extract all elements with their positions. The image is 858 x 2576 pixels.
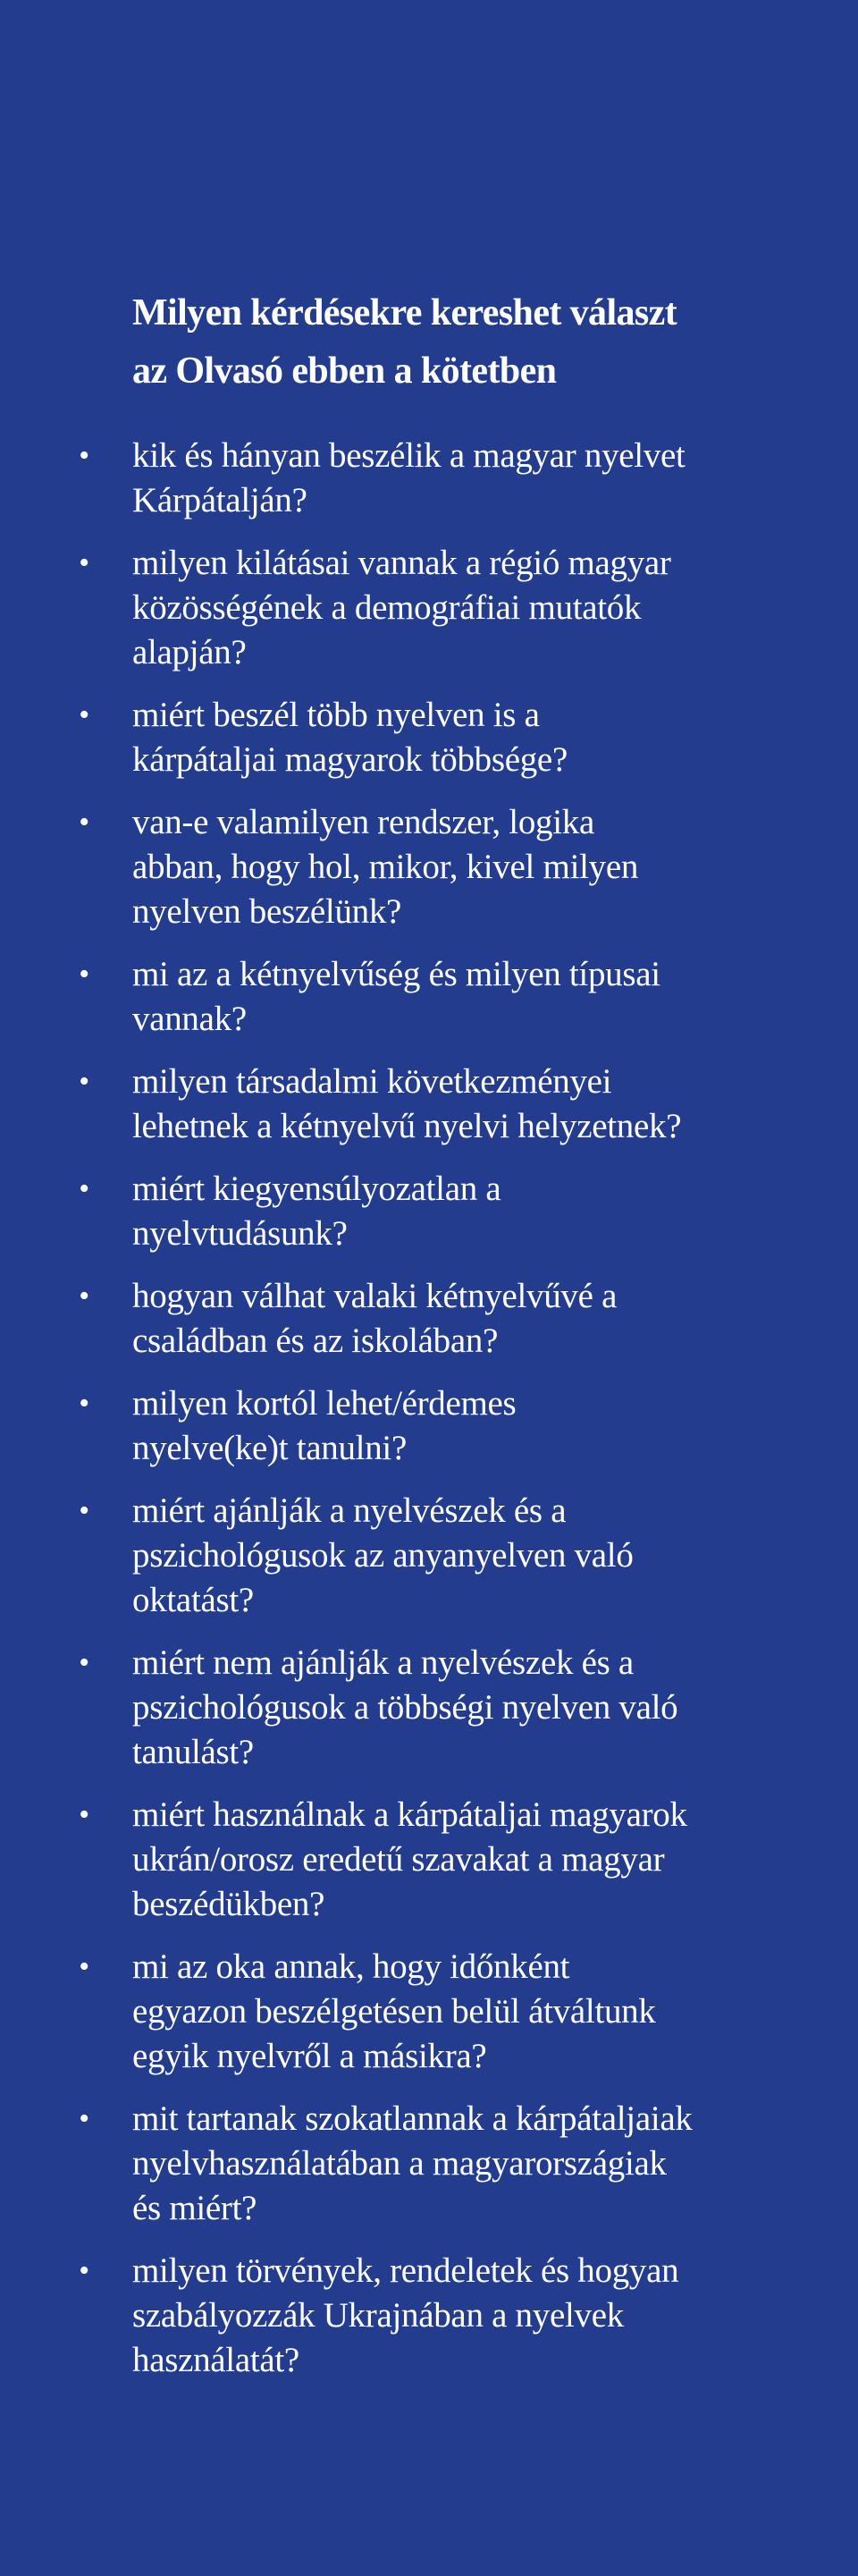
list-item	[0, 541, 858, 675]
bullet-icon: •	[79, 1065, 89, 1098]
list-item	[0, 2097, 858, 2231]
list-item	[0, 952, 858, 1042]
list-item-text-line: van-e valamilyen rendszer, logika	[132, 803, 594, 841]
list-item-text-line: és miért?	[132, 2189, 257, 2227]
bullet-icon: •	[79, 2254, 89, 2287]
list-item-text-line: szabályozzák Ukrajnában a nyelvek	[132, 2296, 624, 2335]
list-item	[0, 2249, 858, 2383]
list-item-text-line: egyazon beszélgetésen belül átváltunk	[132, 1992, 656, 2031]
list-item	[0, 1274, 858, 1364]
list-item-text-line: Kárpátalján?	[132, 481, 307, 519]
list-item-text-line: kárpátaljai magyarok többsége?	[132, 740, 568, 779]
bullet-icon: •	[79, 958, 89, 991]
bullet-icon: •	[79, 698, 89, 731]
list-item	[0, 1381, 858, 1471]
list-item-text-line: abban, hogy hol, mikor, kivel milyen	[132, 848, 639, 886]
list-item-text-line: milyen törvények, rendeletek és hogyan	[132, 2251, 679, 2290]
bullet-icon: •	[79, 1280, 89, 1313]
page-title	[132, 284, 776, 401]
list-item-text-line: mi az oka annak, hogy időnként	[132, 1947, 570, 1986]
list-item-text-line: beszédükben?	[132, 1885, 325, 1923]
list-item	[0, 1641, 858, 1775]
list-item	[0, 1060, 858, 1149]
list-item-text-line: hogyan válhat valaki kétnyelvűvé a	[132, 1277, 618, 1315]
list-item-text-line: egyik nyelvről a másikra?	[132, 2037, 487, 2075]
list-item-text-line: mi az a kétnyelvűség és milyen típusai	[132, 955, 660, 993]
list-item-text-line: nyelvhasználatában a magyarországiak	[132, 2144, 667, 2183]
list-item-text-line: nyelvtudásunk?	[132, 1214, 348, 1253]
list-item-text-line: családban és az iskolában?	[132, 1322, 499, 1360]
list-item-text-line: mit tartanak szokatlannak a kárpátaljaiak	[132, 2099, 693, 2138]
bullet-icon: •	[79, 1387, 89, 1420]
list-item-text-line: oktatást?	[132, 1581, 254, 1619]
list-item	[0, 1167, 858, 1256]
bullet-icon: •	[79, 2102, 89, 2135]
page-title-line: Milyen kérdésekre kereshet választ	[132, 292, 677, 334]
list-item-text-line: közösségének a demográfiai mutatók	[132, 588, 642, 627]
list-item-text-line: milyen kilátásai vannak a régió magyar	[132, 544, 671, 582]
list-item-text-line: vannak?	[132, 1000, 247, 1038]
bullet-icon: •	[79, 439, 89, 472]
list-item	[0, 693, 858, 782]
bullet-icon: •	[79, 1950, 89, 1983]
bullet-icon: •	[79, 1494, 89, 1527]
list-item	[0, 1945, 858, 2079]
list-item-text-line: milyen kortól lehet/érdemes	[132, 1384, 517, 1423]
list-item-text-line: nyelven beszélünk?	[132, 892, 402, 931]
list-item-text-line: lehetnek a kétnyelvű nyelvi helyzetnek?	[132, 1107, 682, 1145]
list-item	[0, 1793, 858, 1927]
list-item-text-line: kik és hányan beszélik a magyar nyelvet	[132, 436, 686, 475]
list-item	[0, 434, 858, 523]
list-item-text-line: ukrán/orosz eredetű szavakat a magyar	[132, 1840, 665, 1879]
bullet-icon: •	[79, 1646, 89, 1679]
list-item-text-line: miért ajánlják a nyelvészek és a	[132, 1491, 567, 1530]
list-item-text-line: pszichológusok az anyanyelven való	[132, 1536, 634, 1575]
list-item	[0, 800, 858, 934]
list-item-text-line: miért használnak a kárpátaljai magyarok	[132, 1795, 687, 1834]
list-item-text-line: miért kiegyensúlyozatlan a	[132, 1170, 501, 1208]
question-list	[0, 434, 858, 2401]
list-item-text-line: pszichológusok a többségi nyelven való	[132, 1688, 678, 1727]
list-item-text-line: használatát?	[132, 2341, 299, 2379]
list-item-text-line: milyen társadalmi következményei	[132, 1062, 612, 1101]
bullet-icon: •	[79, 1798, 89, 1831]
list-item-text-line: alapján?	[132, 633, 247, 671]
list-item-text-line: nyelve(ke)t tanulni?	[132, 1429, 407, 1467]
list-item-text-line: miért beszél több nyelven is a	[132, 696, 540, 734]
bullet-icon: •	[79, 546, 89, 579]
list-item-text-line: miért nem ajánlják a nyelvészek és a	[132, 1643, 634, 1682]
list-item-text-line: tanulást?	[132, 1733, 254, 1771]
bullet-icon: •	[79, 1172, 89, 1205]
page-title-line: az Olvasó ebben a kötetben	[132, 351, 557, 392]
list-item	[0, 1489, 858, 1623]
bullet-icon: •	[79, 806, 89, 839]
